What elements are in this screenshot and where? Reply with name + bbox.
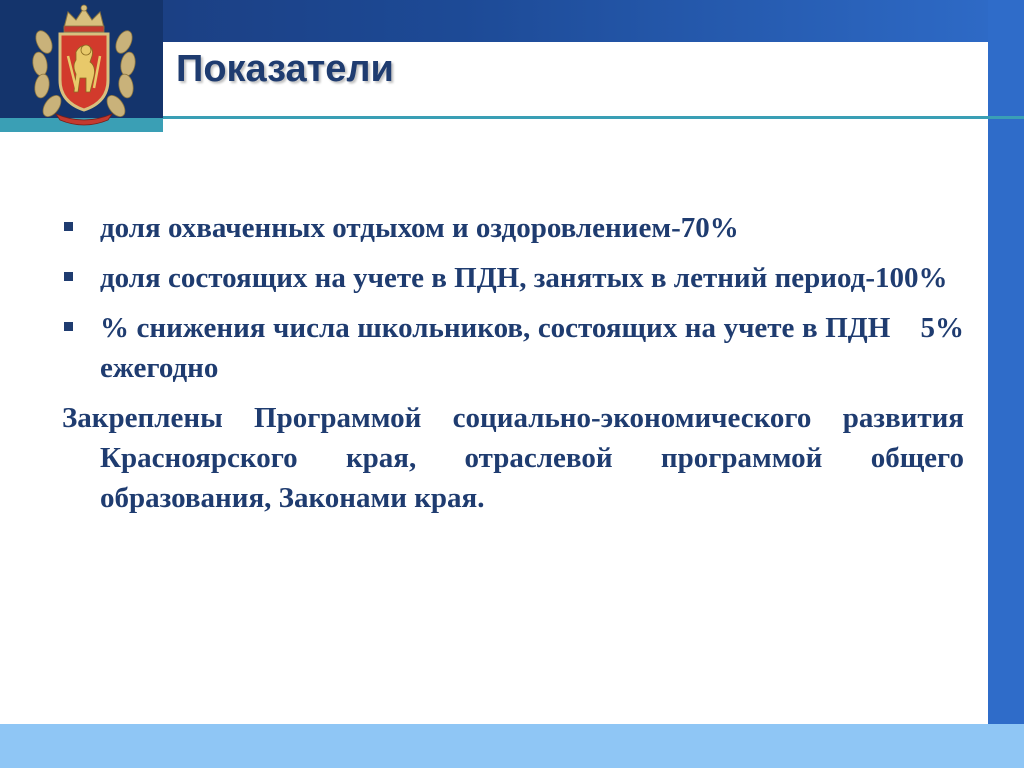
closing-paragraph: Закреплены Программой социально-экономического развития Красноярского края, отраслевой программой общего образования, Законами края.: [62, 402, 964, 514]
bullet-text: доля состоящих на учете в ПДН, занятых в летний период-100%: [100, 262, 948, 294]
slide-title: Показатели: [176, 48, 394, 90]
title-underline: [163, 116, 1024, 119]
coat-of-arms-icon: [28, 2, 140, 128]
bullet-item: [62, 308, 972, 388]
bullet-text: доля охваченных отдыхом и оздоровлением-70%: [100, 212, 739, 244]
bullet-item: [62, 208, 964, 248]
square-bullet-icon: [64, 272, 73, 281]
bullet-item: [62, 258, 964, 298]
bottom-band: [0, 724, 1024, 768]
bullet-text: % снижения числа школьников, состоящих на учете в ПДН 5% ежегодно: [100, 312, 972, 384]
slide-content: [62, 208, 972, 518]
square-bullet-icon: [64, 222, 73, 231]
square-bullet-icon: [64, 322, 73, 331]
